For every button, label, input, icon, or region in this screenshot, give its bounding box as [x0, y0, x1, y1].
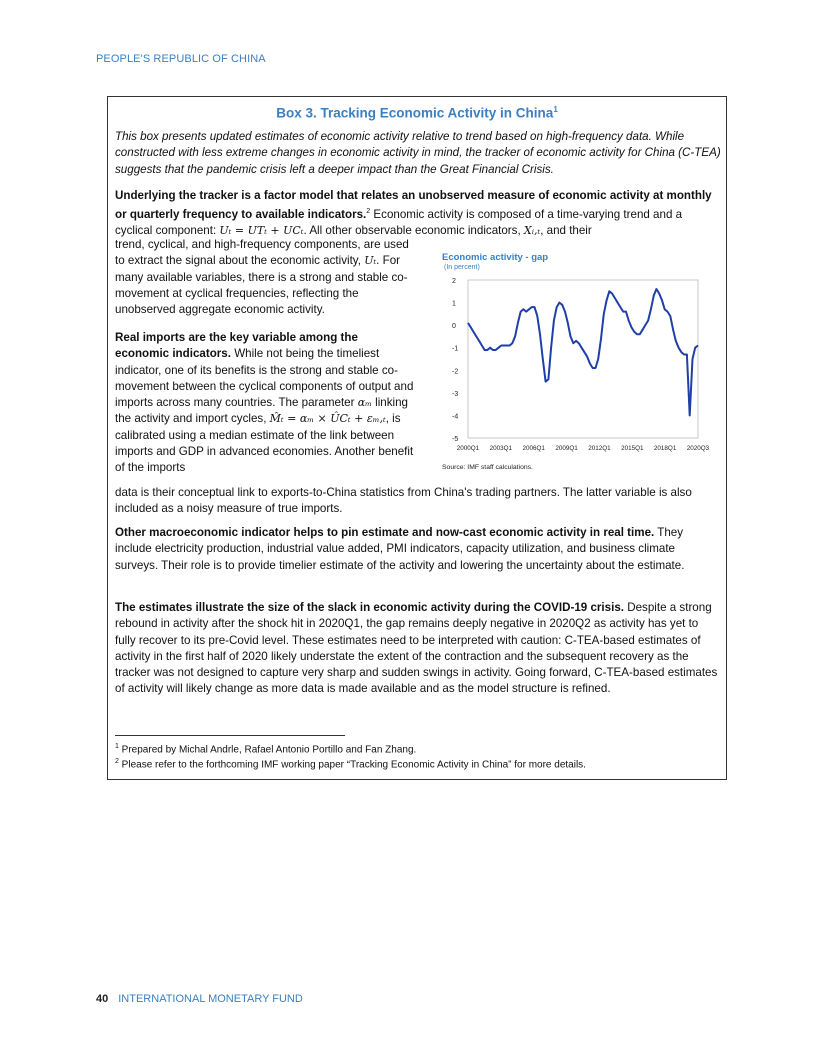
x-tick-label: 2003Q1 [489, 445, 513, 452]
y-tick-label: 0 [452, 323, 456, 331]
page-footer [96, 993, 303, 1005]
paragraph-lead: Real imports are the key variable among the economic indicators. [115, 331, 358, 361]
paragraph-factor-model: Underlying the tracker is a factor model that relates an unobserved measure of economic activity at monthly or quarterly frequency to available indicators.$^2$ Economic activity is composed of a time-varying trend and a cyclical component: Uₜ = UTₜ + UCₜ. All other observable economic indicators, Xᵢ,ₜ, and their [115, 189, 712, 238]
equation: Uₜ = UTₜ + UCₜ [219, 224, 304, 238]
math-variable: Uₜ [364, 254, 377, 268]
x-tick-label: 2006Q1 [522, 445, 545, 452]
paragraph-factor-model-cont: trend, cyclical, and high-frequency components, are used to extract the signal about the economic activity, Uₜ. For many available variables, there is a strong and stable co-movement at cyclical frequencies, reflecting the unobserved aggregate economic activity. [115, 238, 409, 317]
footnote-1: $^1$ Prepared by Michal Andrle, Rafael Antonio Portillo and Fan Zhang. [115, 743, 417, 756]
math-parameter: αₘ [357, 396, 372, 410]
paragraph-real-imports-cont: data is their conceptual link to exports-to-China statistics from China's trading partners. The latter variable is also included as a noisy measure of true imports. [115, 486, 692, 516]
publisher-name: INTERNATIONAL MONETARY FUND [118, 993, 303, 1005]
x-tick-label: 2020Q3 [686, 445, 710, 452]
equation: M̂ₜ = αₘ × ÛCₜ + εₘ,ₜ [269, 412, 386, 426]
chart-subtitle: (In percent) [444, 264, 480, 271]
chart-source: Source: IMF staff calculations. [442, 464, 533, 471]
box-intro: This box presents updated estimates of economic activity relative to trend based on high-frequency data. While constructed with less extreme changes in economic activity in mind, the tracker of economic activity for China (C-TEA) suggests that the pandemic crisis left a deeper impact than the Great Financial Crisis. [115, 130, 721, 176]
y-tick-label: 2 [452, 278, 456, 285]
x-tick-label: 2012Q1 [588, 445, 611, 452]
x-tick-label: 2000Q1 [456, 445, 480, 452]
paragraph-lead: The estimates illustrate the size of the slack in economic activity during the COVID-19 crisis. [115, 601, 624, 614]
economic-activity-gap-chart [438, 246, 723, 474]
y-tick-label: -2 [452, 368, 459, 376]
running-header: PEOPLE'S REPUBLIC OF CHINA [96, 53, 266, 65]
paragraph-covid-slack: The estimates illustrate the size of the slack in economic activity during the COVID-19 crisis. Despite a strong rebound in activity after the shock hit in 2020Q1, the gap remains deeply negative in 2020Q2 as activity has yet to fully recover to its pre-Covid level. These estimates need to be interpreted with caution: C-TEA-based estimates of activity in the first half of 2020 likely understate the extent of the contraction and the subsequent recovery as the tracker was not designed to capture very sharp and sudden swings in activity. Going forward, C-TEA-based estimates of activity will likely change as more data is made available and as the model structure is refined. [115, 601, 718, 696]
paragraph-lead: Underlying the tracker is a factor model that relates an unobserved measure of economic activity at monthly or quarterly frequency to available indicators. [115, 189, 712, 222]
box-3-panel [107, 96, 727, 780]
x-tick-label: 2015Q1 [621, 445, 644, 452]
chart-title: Economic activity - gap [442, 252, 549, 263]
box-title: Box 3. Tracking Economic Activity in China$^1$ [276, 105, 558, 121]
x-tick-label: 2009Q1 [555, 445, 578, 452]
title-footnote-mark: 1 [553, 105, 558, 114]
math-variable: Xᵢ,ₜ [523, 224, 541, 238]
paragraph-other-indicators: Other macroeconomic indicator helps to pin estimate and now-cast economic activity in real time. They include electricity production, industrial value added, PMI indicators, capacity utilization, and business climate surveys. Their role is to provide timelier estimate of the activity and lowering the uncertainty about the estimate. [115, 526, 685, 572]
footnote-separator [115, 735, 345, 736]
gap-series-line [468, 289, 698, 415]
x-tick-label: 2018Q1 [653, 445, 677, 452]
chart-canvas [438, 246, 723, 474]
paragraph-real-imports: Real imports are the key variable among the economic indicators. While not being the timeliest indicator, one of its benefits is the strong and stable co-movement between the cyclical components of output and imports across many countries. The parameter αₘ linking the activity and import cycles, M̂ₜ = αₘ × ÛCₜ + εₘ,ₜ, is calibrated using a median estimate of the link between imports and GDP in advanced economies. Another benefit of the imports [115, 331, 414, 475]
y-tick-label: -3 [452, 390, 459, 398]
page-number: 40 [96, 993, 109, 1005]
paragraph-lead: Other macroeconomic indicator helps to pin estimate and now-cast economic activity in real time. [115, 526, 655, 539]
footnote-2: $^2$ Please refer to the forthcoming IMF working paper “Tracking Economic Activity in China” for more details. [115, 758, 586, 771]
y-tick-label: -5 [452, 436, 459, 443]
y-tick-label: -4 [452, 413, 459, 421]
y-tick-label: 1 [452, 300, 456, 308]
y-tick-label: -1 [452, 345, 459, 353]
